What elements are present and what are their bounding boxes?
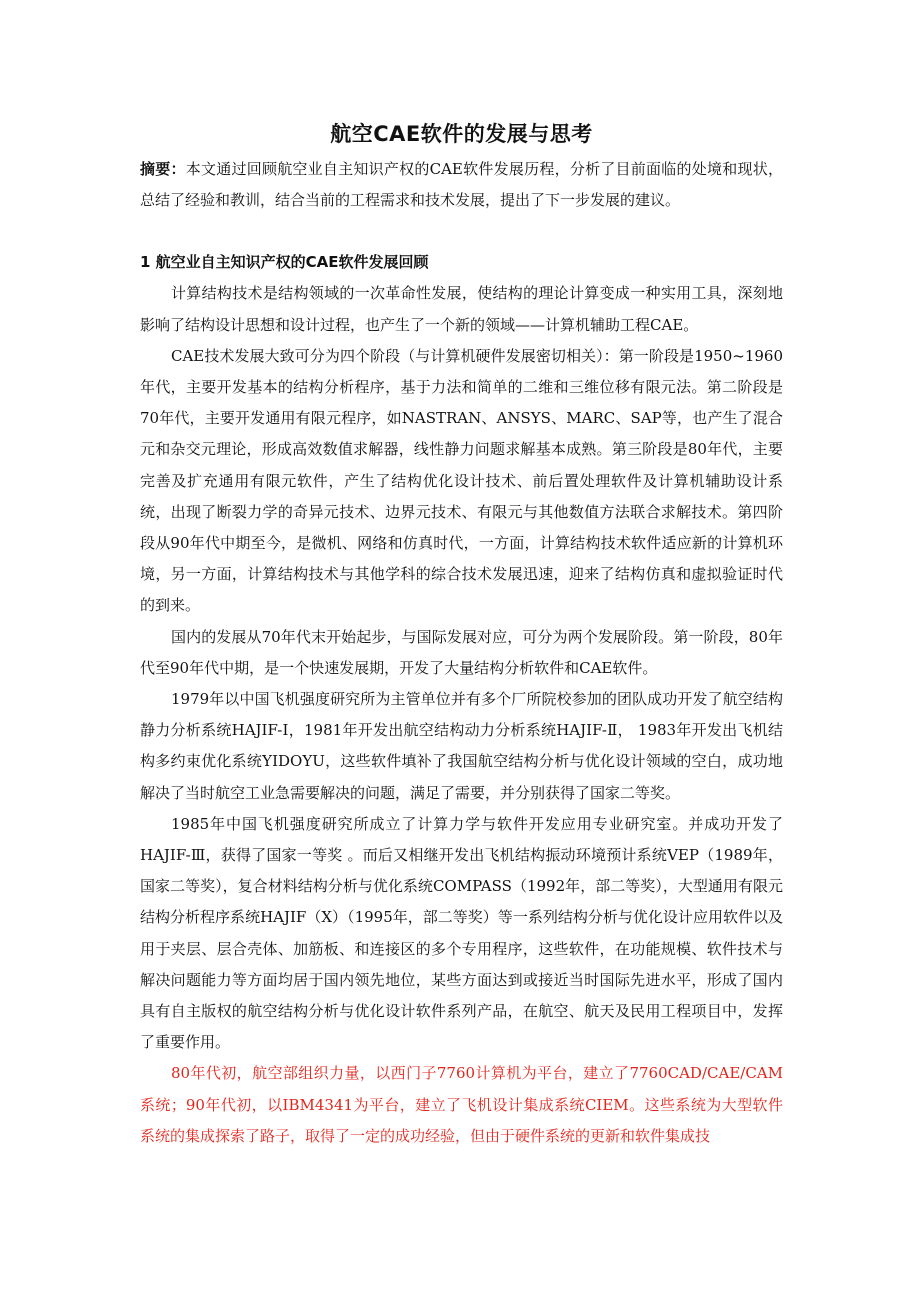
body-paragraph: CAE技术发展大致可分为四个阶段（与计算机硬件发展密切相关）：第一阶段是1950~1960年代，主要开发基本的结构分析程序，基于力法和简单的二维和三维位移有限元法。第二阶段是70年代，主要开发通用有限元程序，如NASTRAN、ANSYS、MARC、SAP等，也产生了混合元和杂交元理论，形成高效数值求解器，线性静力问题求解基本成熟。第三阶段是80年代，主要完善及扩充通用有限元软件，产生了结构优化设计技术、前后置处理软件及计算机辅助设计系统，出现了断裂力学的奇异元技术、边界元技术、有限元与其他数值方法联合求解技术。第四阶段从90年代中期至今，是微机、网络和仿真时代，一方面，计算结构技术软件适应新的计算机环境，另一方面，计算结构技术与其他学科的综合技术发展迅速，迎来了结构仿真和虚拟验证时代的到来。 [140,346,783,615]
body-paragraph: 国内的发展从70年代末开始起步，与国际发展对应，可分为两个发展阶段。第一阶段，80年代至90年代中期，是一个快速发展期，开发了大量结构分析软件和CAE软件。 [140,627,783,677]
document-title: 航空CAE软件的发展与思考 [330,122,593,146]
document-page [140,118,783,1152]
section-heading: 1 航空业自主知识产权的CAE软件发展回顾 [140,253,429,272]
body-paragraph: 1979年以中国飞机强度研究所为主管单位并有多个厂所院校参加的团队成功开发了航空结构静力分析系统HAJIF-Ⅰ，1981年开发出航空结构动力分析系统HAJIF-Ⅱ， 1983年开发出飞机结构多约束优化系统YIDOYU，这些软件填补了我国航空结构分析与优化设计领域的空白，成功地解决了当时航空工业急需要解决的问题，满足了需要，并分别获得了国家二等奖。 [140,690,783,802]
highlighted-paragraph: 80年代初，航空部组织力量，以西门子7760计算机为平台，建立了7760CAD/CAE/CAM系统；90年代初，以IBM4341为平台，建立了飞机设计集成系统CIEM。这些系统为大型软件系统的集成探索了路子，取得了一定的成功经验，但由于硬件系统的更新和软件集成技 [140,1064,783,1145]
abstract-text: 本文通过回顾航空业自主知识产权的CAE软件发展历程，分析了目前面临的处境和现状，总结了经验和教训，结合当前的工程需求和技术发展，提出了下一步发展的建议。 [140,160,783,210]
abstract [140,154,783,216]
abstract-label: 摘要： [140,160,186,178]
body-paragraph: 计算结构技术是结构领域的一次革命性发展，使结构的理论计算变成一种实用工具，深刻地影响了结构设计思想和设计过程，也产生了一个新的领域——计算机辅助工程CAE。 [140,284,783,334]
body-paragraph: 1985年中国飞机强度研究所成立了计算力学与软件开发应用专业研究室。并成功开发了HAJIF-Ⅲ，获得了国家一等奖 。而后又相继开发出飞机结构振动环境预计系统VEP（1989年，国家二等奖），复合材料结构分析与优化系统COMPASS（1992年，部二等奖），大型通用有限元结构分析程序系统HAJIF（X）（1995年，部二等奖）等一系列结构分析与优化设计应用软件以及用于夹层、层合壳体、加筋板、和连接区的多个专用程序，这些软件，在功能规模、软件技术与解决问题能力等方面均居于国内领先地位，某些方面达到或接近当时国际先进水平，形成了国内具有自主版权的航空结构分析与优化设计软件系列产品，在航空、航天及民用工程项目中，发挥了重要作用。 [140,814,783,1052]
